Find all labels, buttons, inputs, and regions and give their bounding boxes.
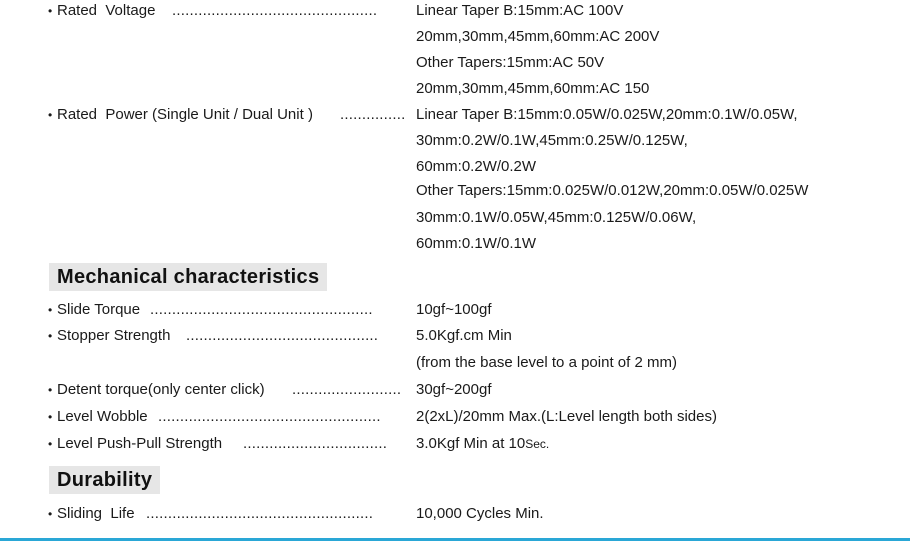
spec-value: 30gf~200gf xyxy=(416,381,492,398)
bullet: • xyxy=(48,4,53,18)
spec-row-detent-torque xyxy=(0,377,910,403)
bullet: • xyxy=(48,507,53,521)
rated-power-cont xyxy=(0,178,910,204)
spec-row-stopper-strength xyxy=(0,323,910,349)
bullet: • xyxy=(48,383,53,397)
rated-power-cont xyxy=(0,154,910,180)
spec-value: 10,000 Cycles Min. xyxy=(416,505,544,522)
spec-label: Sliding Life xyxy=(57,505,135,522)
spec-label: Slide Torque xyxy=(57,301,141,318)
rated-power-label: Rated Power (Single Unit / Dual Unit ) xyxy=(57,106,313,123)
rated-voltage-line-4: 20mm,30mm,45mm,60mm:AC 150 xyxy=(416,80,650,97)
rated-power-line-1: Linear Taper B:15mm:0.05W/0.025W,20mm:0.1W/0.05W, xyxy=(416,106,798,123)
bullet: • xyxy=(48,437,53,451)
spec-label: Level Push-Pull Strength xyxy=(57,435,223,452)
rated-power-cont xyxy=(0,128,910,154)
leader-dots: ............................................... xyxy=(172,2,378,19)
bullet: • xyxy=(48,108,53,122)
spec-value-main: 3.0Kgf Min at 10 xyxy=(416,435,526,452)
rated-power-line-5: 30mm:0.1W/0.05W,45mm:0.125W/0.06W, xyxy=(416,209,697,226)
rated-voltage-line-3: Other Tapers:15mm:AC 50V xyxy=(416,54,605,71)
spec-row-slide-torque xyxy=(0,297,910,323)
bullet: • xyxy=(48,329,53,343)
leader-dots: ............................................ xyxy=(186,327,379,344)
leader-dots: ................................................... xyxy=(150,301,373,318)
leader-dots: .................................................... xyxy=(146,505,374,522)
rated-power-line-2: 30mm:0.2W/0.1W,45mm:0.25W/0.125W, xyxy=(416,132,688,149)
spec-label: Detent torque(only center click) xyxy=(57,381,265,398)
spec-row-stopper-note xyxy=(0,350,910,376)
spec-value xyxy=(416,431,549,457)
rated-voltage-line-2: 20mm,30mm,45mm,60mm:AC 200V xyxy=(416,28,660,45)
leader-dots: ................................................... xyxy=(158,408,381,425)
leader-dots: ............... xyxy=(340,106,406,123)
spec-label: Stopper Strength xyxy=(57,327,171,344)
section-heading-mechanical: Mechanical characteristics xyxy=(49,263,327,291)
rated-power-line-4: Other Tapers:15mm:0.025W/0.012W,20mm:0.05W/0.025W xyxy=(416,182,809,199)
leader-dots: ......................... xyxy=(292,381,402,398)
leader-dots: ................................. xyxy=(243,435,388,452)
bullet: • xyxy=(48,303,53,317)
rated-power-cont xyxy=(0,205,910,231)
spec-value: 10gf~100gf xyxy=(416,301,492,318)
rated-voltage-label: Rated Voltage xyxy=(57,2,156,19)
spec-row-sliding-life xyxy=(0,501,910,527)
rated-power-cont xyxy=(0,231,910,257)
spec-row-push-pull xyxy=(0,431,910,457)
spec-value: 5.0Kgf.cm Min xyxy=(416,327,512,344)
rated-voltage-line-1: Linear Taper B:15mm:AC 100V xyxy=(416,2,624,19)
spec-value: 2(2xL)/20mm Max.(L:Level length both sides) xyxy=(416,408,717,425)
rated-voltage-cont xyxy=(0,76,910,102)
bullet: • xyxy=(48,410,53,424)
spec-value-unit: Sec. xyxy=(525,437,550,451)
rated-voltage-cont xyxy=(0,50,910,76)
section-heading-durability: Durability xyxy=(49,466,160,494)
spec-note: (from the base level to a point of 2 mm) xyxy=(416,354,677,371)
rated-power-line-6: 60mm:0.1W/0.1W xyxy=(416,235,537,252)
spec-row-level-wobble xyxy=(0,404,910,430)
rated-voltage-cont xyxy=(0,24,910,50)
spec-label: Level Wobble xyxy=(57,408,148,425)
rated-voltage-row xyxy=(0,0,910,24)
rated-power-line-3: 60mm:0.2W/0.2W xyxy=(416,158,537,175)
rated-power-row xyxy=(0,102,910,128)
